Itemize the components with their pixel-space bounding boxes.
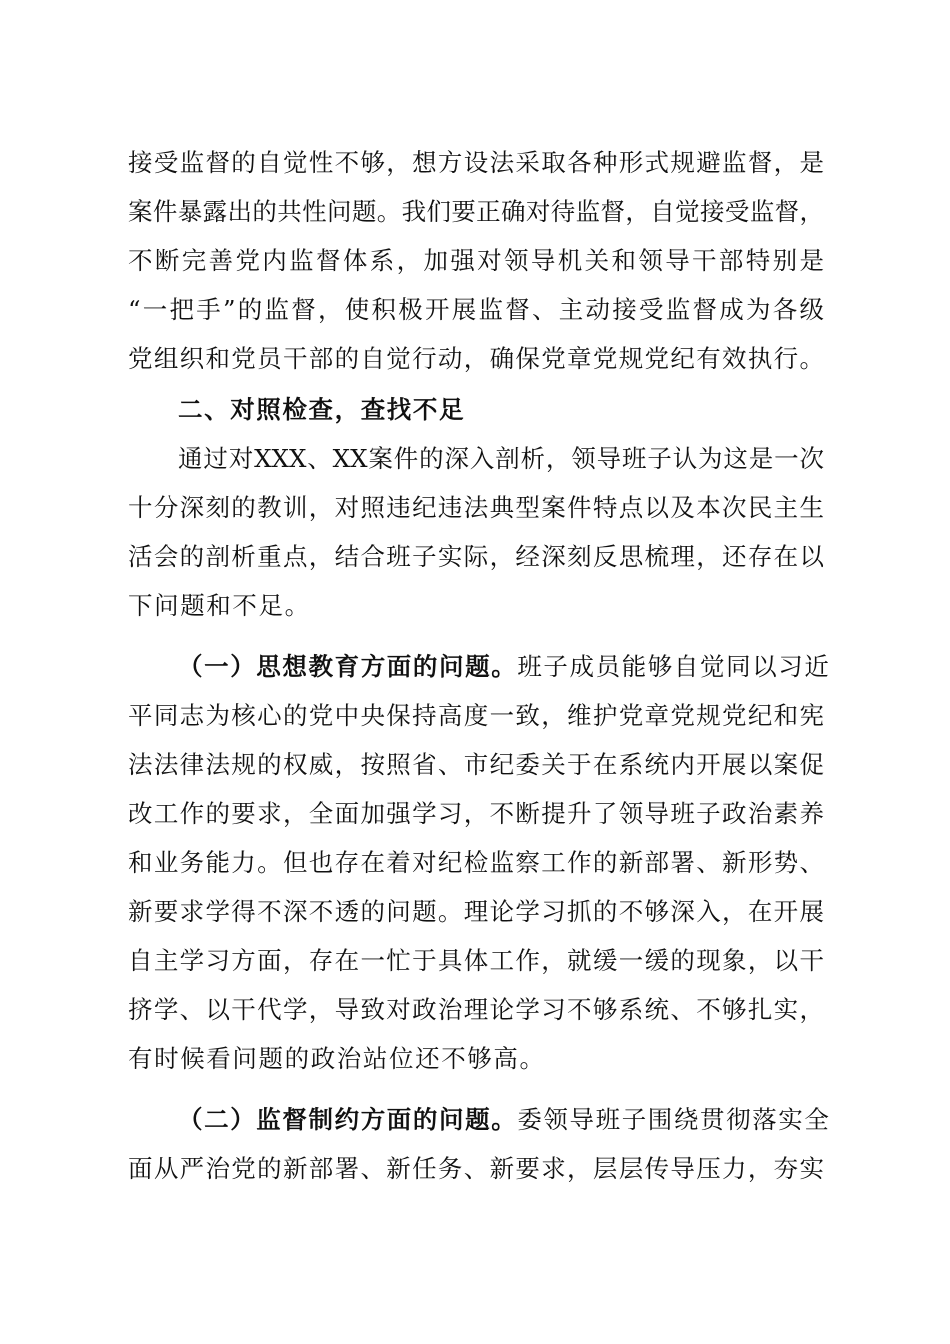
text-line: 通过对XXX、XX案件的深入剖析，领导班子认为这是一次 — [178, 444, 824, 473]
text-line: 新要求学得不深不透的问题。理论学习抓的不够深入，在开展 — [128, 897, 824, 926]
section-heading: 二、对照检查，查找不足 — [178, 395, 466, 424]
paragraph-lead-rest: 委领导班子围绕贯彻落实全 — [517, 1105, 831, 1134]
text-line: 十分深刻的教训，对照违纪违法典型案件特点以及本次民主生 — [128, 493, 824, 522]
text-line: 自主学习方面，存在一忙于具体工作，就缓一缓的现象，以干 — [128, 946, 824, 975]
paragraph-4 — [128, 1095, 831, 1193]
text-line: 挤学、以干代学，导致对政治理论学习不够系统、不够扎实， — [128, 995, 824, 1024]
text-line: 案件暴露出的共性问题。我们要正确对待监督，自觉接受监督， — [128, 197, 824, 226]
text-line-with-lead — [128, 642, 831, 691]
text-line: 有时候看问题的政治站位还不够高。 — [128, 1044, 546, 1073]
paragraph-3 — [128, 642, 831, 1083]
text-line: 下问题和不足。 — [128, 591, 311, 620]
text-line: 接受监督的自觉性不够，想方设法采取各种形式规避监督，是 — [128, 148, 824, 177]
text-line: 活会的剖析重点，结合班子实际，经深刻反思梳理，还存在以 — [128, 542, 824, 571]
text-line: 和业务能力。但也存在着对纪检监察工作的新部署、新形势、 — [128, 848, 824, 877]
paragraph-2 — [128, 434, 824, 630]
paragraph-lead-rest: 班子成员能够自觉同以习近 — [517, 652, 831, 681]
text-line: 面从严治党的新部署、新任务、新要求，层层传导压力，夯实 — [128, 1154, 824, 1183]
text-line: 改工作的要求，全面加强学习，不断提升了领导班子政治素养 — [128, 799, 824, 828]
text-line-with-lead — [128, 1095, 831, 1144]
document-page — [128, 138, 831, 1193]
text-line: 党组织和党员干部的自觉行动，确保党章党规党纪有效执行。 — [128, 344, 824, 373]
paragraph-1 — [128, 138, 824, 383]
paragraph-lead: （一）思想教育方面的问题。 — [178, 652, 518, 681]
text-line: 法法律法规的权威，按照省、市纪委关于在系统内开展以案促 — [128, 750, 824, 779]
text-line: 平同志为核心的党中央保持高度一致，维护党章党规党纪和宪 — [128, 701, 824, 730]
text-line: 不断完善党内监督体系，加强对领导机关和领导干部特别是 — [128, 246, 824, 275]
paragraph-lead: （二）监督制约方面的问题。 — [178, 1105, 518, 1134]
text-line: “一把手”的监督，使积极开展监督、主动接受监督成为各级 — [128, 295, 824, 324]
